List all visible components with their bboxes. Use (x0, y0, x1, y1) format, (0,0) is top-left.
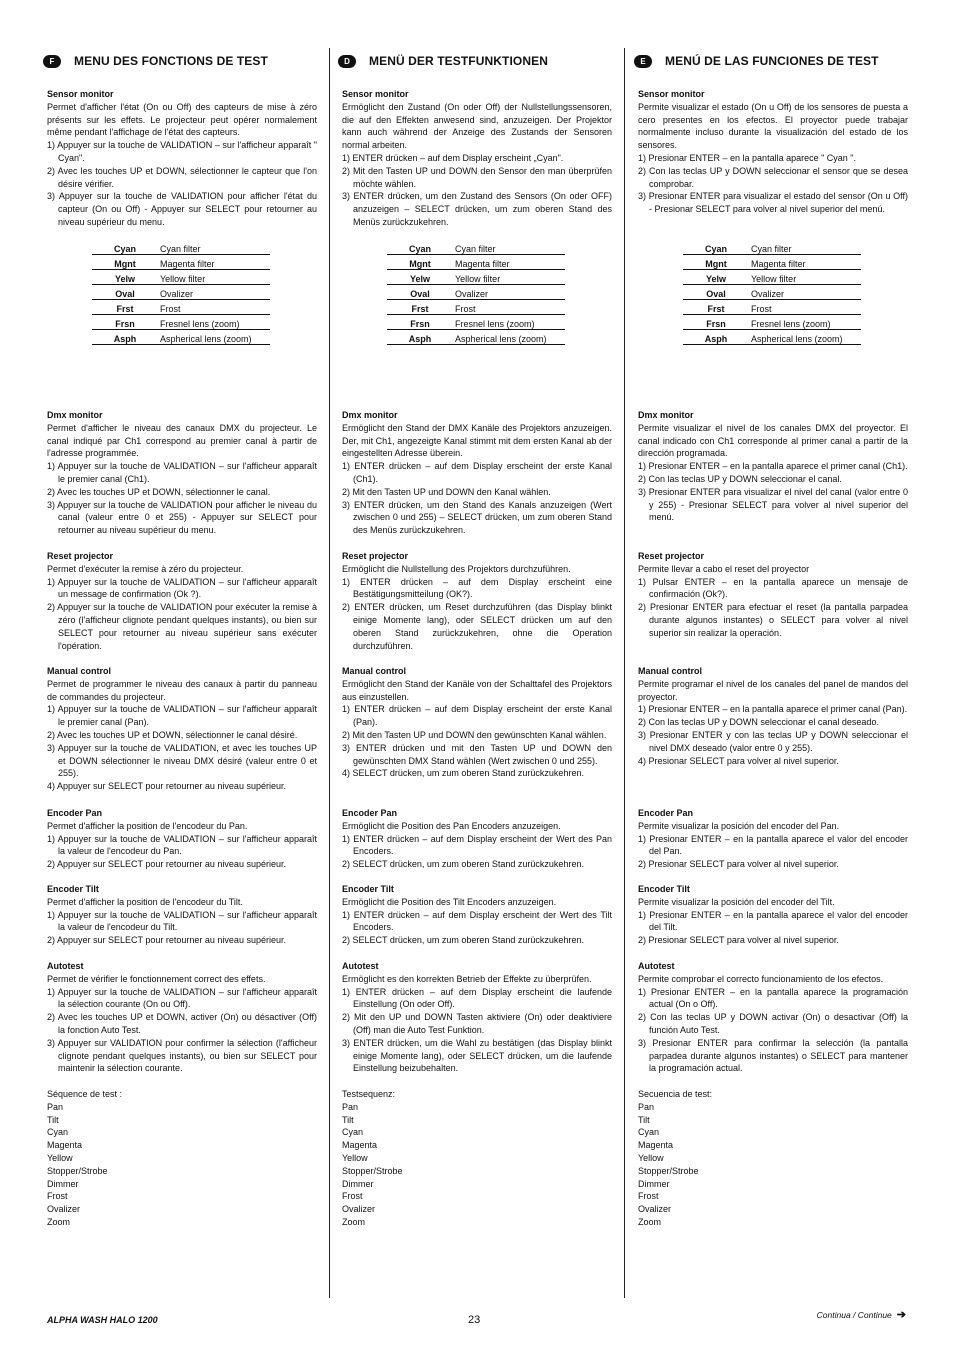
table-row (387, 270, 565, 285)
sensor-code-table (683, 240, 861, 345)
sequence-item: Ovalizer (638, 1204, 672, 1215)
code-description: Fresnel lens (zoom) (749, 315, 861, 330)
section-heading: Manual control (342, 666, 407, 676)
step-item: 3) Presionar ENTER para visualizar el estado del sensor (On u Off) - Presionar SELECT para volver al nivel superior del menú. (638, 191, 908, 215)
step-item: 1) Appuyer sur la touche de VALIDATION – sur l'afficheur apparaît " Cyan". (47, 140, 317, 163)
table-row (683, 300, 861, 315)
step-item: 3) Appuyer sur la touche de VALIDATION, et avec les touches UP et DOWN sélectionner le niveau DMX désiré (valeur entre 0 et 255). (47, 742, 317, 779)
sequence-item: Tilt (342, 1114, 354, 1125)
section-heading: Encoder Tilt (342, 884, 394, 894)
step-list (342, 703, 612, 780)
section-dmx (47, 409, 317, 537)
code-abbrev: Yelw (683, 270, 749, 285)
section-tilt (47, 883, 317, 947)
step-item: 2) Appuyer sur SELECT pour retourner au niveau supérieur. (47, 935, 286, 946)
section-heading: Dmx monitor (342, 410, 398, 420)
section-dmx (342, 409, 612, 537)
sensor-code-table (92, 240, 270, 345)
sequence-title: Séquence de test : (47, 1089, 123, 1099)
section-text: Permite programar el nivel de los canales del panel de mandos del proyector. (638, 678, 908, 702)
column-header (43, 50, 317, 72)
section-reset (342, 550, 612, 652)
section-text: Permite visualizar la posición del encoder del Pan. (638, 820, 840, 831)
step-list (342, 576, 612, 653)
section-heading: Encoder Pan (47, 808, 103, 818)
table-row (683, 255, 861, 270)
code-abbrev: Frst (683, 300, 749, 315)
code-abbrev: Frsn (683, 315, 749, 330)
sequence-item: Magenta (342, 1140, 378, 1151)
section-sensor (47, 88, 317, 229)
section-text: Ermöglicht den Stand der Kanäle von der Schalttafel des Projektors aus einzustellen. (342, 678, 612, 702)
section-heading: Encoder Tilt (47, 884, 99, 894)
step-item: 2) Presionar SELECT para volver al nivel superior. (638, 935, 839, 946)
step-item: 1) Appuyer sur la touche de VALIDATION – sur l'afficheur apparaît la valeur de l'encodeur du Tilt. (47, 909, 317, 933)
code-description: Magenta filter (453, 255, 565, 270)
step-item: 2) Mit den Tasten UP und DOWN den Kanal wählen. (342, 486, 551, 497)
step-list (638, 703, 908, 767)
sequence-item: Ovalizer (342, 1204, 376, 1215)
sequence-item: Zoom (342, 1216, 366, 1227)
sequence-item: Zoom (47, 1216, 71, 1227)
step-item: 2) Appuyer sur SELECT pour retourner au niveau supérieur. (47, 859, 286, 870)
code-abbrev: Frsn (387, 315, 453, 330)
continue-note (817, 1308, 906, 1321)
step-item: 3) ENTER drücken, um den Zustand des Sensors (On oder OFF) anzuzeigen – SELECT drücken, um zum oberen Stand des Menüs zurückzukehren. (342, 191, 612, 227)
code-description: Magenta filter (158, 255, 270, 270)
code-abbrev: Oval (683, 285, 749, 300)
step-item: 1) Presionar ENTER – en la pantalla aparece la programación actual (On o Off). (638, 986, 908, 1010)
column-1 (47, 50, 317, 1227)
section-autotest (638, 960, 908, 1075)
code-description: Frost (453, 300, 565, 315)
code-abbrev: Oval (92, 285, 158, 300)
step-item: 1) Appuyer sur la touche de VALIDATION – sur l'afficheur apparaît la sélection courante (On ou Off). (47, 986, 317, 1010)
table-row (387, 300, 565, 315)
step-item: 3) Appuyer sur la touche de VALIDATION pour afficher l'état du capteur (On ou Off) - Appuyer sur SELECT pour retourner au niveau supérieur du menu. (47, 191, 317, 227)
sequence-item: Yellow (638, 1152, 664, 1163)
step-list (638, 986, 908, 1076)
step-list (638, 833, 908, 871)
code-description: Yellow filter (749, 270, 861, 285)
section-tilt (638, 883, 908, 947)
section-tilt (342, 883, 612, 947)
section-text: Ermöglicht die Nullstellung des Projektors durchzuführen. (342, 563, 571, 574)
code-abbrev: Asph (683, 330, 749, 345)
code-abbrev: Yelw (92, 270, 158, 285)
continue-label: Continua / Continue (816, 1309, 892, 1320)
step-item: 2) SELECT drücken, um zum oberen Stand zurückzukehren. (342, 859, 584, 870)
code-abbrev: Frst (92, 300, 158, 315)
step-item: 2) Presionar SELECT para volver al nivel superior. (638, 859, 839, 870)
step-item: 2) Con las teclas UP y DOWN activar (On) o desactivar (Off) la función Auto Test. (638, 1012, 908, 1035)
section-heading: Manual control (47, 666, 112, 676)
sequence-item: Stopper/Strobe (342, 1165, 403, 1176)
section-heading: Sensor monitor (342, 89, 409, 99)
step-item: 2) Avec les touches UP et DOWN, sélectionner le canal désiré. (47, 729, 298, 740)
section-text: Permite visualizar la posición del encoder del Tilt. (638, 896, 835, 907)
section-autotest (47, 960, 317, 1075)
section-heading: Reset projector (47, 551, 114, 561)
step-list (342, 909, 612, 947)
step-item: 1) Presionar ENTER – en la pantalla aparece el valor del encoder del Tilt. (638, 909, 908, 933)
table-row (387, 255, 565, 270)
section-heading: Encoder Pan (638, 808, 694, 818)
step-item: 2) Mit den Tasten UP und DOWN den Sensor den man überprüfen möchte wählen. (342, 165, 612, 189)
step-list (342, 152, 612, 229)
section-heading: Reset projector (638, 551, 705, 561)
section-text: Ermöglicht die Position des Tilt Encoders anzuzeigen. (342, 896, 557, 907)
section-text: Ermöglicht den Stand der DMX Kanäle des Projektors anzuzeigen. Der, mit Ch1, angezeigte Kanal stimmt mit dem ersten Kanal ab der eingestellten Adresse überein. (342, 422, 612, 459)
column-divider-2 (624, 48, 625, 1298)
section-heading: Dmx monitor (638, 410, 694, 420)
code-abbrev: Mgnt (387, 255, 453, 270)
code-abbrev: Asph (92, 330, 158, 345)
column-divider-1 (329, 48, 330, 1298)
table-row (683, 285, 861, 300)
section-text: Permet de programmer le niveau des canaux à partir du panneau de commandes du projecteur. (47, 678, 317, 702)
code-abbrev: Cyan (683, 240, 749, 255)
step-item: 3) ENTER drücken, um den Stand des Kanals anzuzeigen (Wert zwischen 0 und 255) – SELECT drücken, um zum oberen Stand des Menüs zurückzukehren. (342, 499, 612, 536)
code-abbrev: Frsn (92, 315, 158, 330)
sequence-item: Magenta (47, 1140, 83, 1151)
step-item: 1) ENTER drücken – auf dem Display erscheint „Cyan". (342, 152, 564, 163)
table-row (92, 285, 270, 300)
section-reset (47, 550, 317, 652)
section-text: Permet d'exécuter la remise à zéro du projecteur. (47, 563, 244, 574)
step-list (47, 139, 317, 229)
section-heading: Autotest (47, 961, 84, 971)
sequence-title: Secuencia de test: (638, 1089, 713, 1099)
step-item: 1) Appuyer sur la touche de VALIDATION – sur l'afficheur apparaît un message de confirmation (Ok ?). (47, 576, 317, 600)
test-sequence (638, 1088, 908, 1229)
section-reset (638, 550, 908, 640)
step-item: 1) ENTER drücken – auf dem Display erscheint der Wert des Pan Encoders. (342, 833, 612, 857)
code-description: Frost (158, 300, 270, 315)
code-abbrev: Cyan (92, 240, 158, 255)
step-list (638, 576, 908, 640)
sequence-item: Cyan (638, 1127, 660, 1138)
table-row (92, 315, 270, 330)
code-description: Magenta filter (749, 255, 861, 270)
sequence-item: Frost (47, 1191, 68, 1202)
sequence-item: Dimmer (342, 1178, 374, 1189)
column-3 (638, 50, 908, 1227)
sequence-item: Cyan (342, 1127, 364, 1138)
step-list (47, 833, 317, 871)
section-heading: Sensor monitor (638, 89, 705, 99)
table-row (683, 240, 861, 255)
section-pan (342, 807, 612, 871)
step-item: 2) Mit den Tasten UP und DOWN den gewünschten Kanal wählen. (342, 729, 607, 740)
section-heading: Autotest (342, 961, 379, 971)
section-text: Ermöglicht es den korrekten Betrieb der Effekte zu überprüfen. (342, 973, 592, 984)
section-text: Permet d'afficher l'état (On ou Off) des capteurs de mise à zéro présents sur les effets. Le projecteur peut opérer normalement même pendant l'affichage de l'état des capteurs. (47, 101, 317, 138)
step-list (342, 986, 612, 1076)
sequence-item: Tilt (47, 1114, 59, 1125)
sequence-item: Yellow (342, 1152, 368, 1163)
step-item: 3) Appuyer sur VALIDATION pour confirmer la sélection (l'afficheur clignote pendant quelques instants), ou bien sur SELECT pour maintenir la sélection courante. (47, 1037, 317, 1074)
table-row (92, 300, 270, 315)
step-item: 1) ENTER drücken – auf dem Display erscheint eine Bestätigungsmitteilung (OK?). (342, 576, 612, 600)
arrow-right-icon: ➔ (896, 1309, 906, 1321)
section-heading: Dmx monitor (47, 410, 103, 420)
sequence-item: Dimmer (47, 1178, 79, 1189)
step-list (342, 460, 612, 537)
step-item: 1) Presionar ENTER – en la pantalla aparece el valor del encoder del Pan. (638, 833, 908, 857)
code-abbrev: Mgnt (683, 255, 749, 270)
section-text: Permet d'afficher le niveau des canaux DMX du projecteur. Le canal indiqué par Ch1 correspond au premier canal à partir de l'adresse programmée. (47, 422, 317, 459)
step-item: 4) SELECT drücken, um zum oberen Stand zurückzukehren. (342, 768, 584, 779)
code-description: Aspherical lens (zoom) (453, 330, 565, 345)
code-abbrev: Mgnt (92, 255, 158, 270)
code-description: Ovalizer (749, 285, 861, 300)
column-header (338, 50, 612, 72)
section-sensor (638, 88, 908, 216)
section-pan (47, 807, 317, 871)
section-heading: Reset projector (342, 551, 409, 561)
sequence-item: Magenta (638, 1140, 674, 1151)
section-text: Permite visualizar el estado (On u Off) de los sensores de puesta a cero presentes en los efectos. El proyector puede trabajar normalmente incluso durante la visualización del estado de los sensores. (638, 101, 908, 151)
step-item: 3) Appuyer sur la touche de VALIDATION pour afficher le niveau du canal (valeur entre 0 et 255) - Appuyer sur SELECT pour retourner au niveau supérieur du menu. (47, 499, 317, 536)
step-item: 2) Con las teclas UP y DOWN seleccionar el sensor que se desea comprobar. (638, 165, 908, 189)
step-item: 2) Con las teclas UP y DOWN seleccionar el canal deseado. (638, 717, 879, 728)
table-row (387, 330, 565, 345)
table-row (92, 270, 270, 285)
step-item: 1) ENTER drücken – auf dem Display erscheint die laufende Einstellung (On oder Off). (342, 986, 612, 1010)
section-text: Permite visualizar el nivel de los canales DMX del proyector. El canal indicado con Ch1 corresponde al primer canal a partir de la dirección programada. (638, 422, 908, 459)
code-description: Yellow filter (453, 270, 565, 285)
code-description: Aspherical lens (zoom) (158, 330, 270, 345)
sequence-item: Frost (638, 1191, 659, 1202)
sequence-item: Pan (638, 1101, 655, 1112)
sequence-item: Stopper/Strobe (638, 1165, 699, 1176)
section-heading: Manual control (638, 666, 703, 676)
step-item: 1) Presionar ENTER – en la pantalla aparece el primer canal (Ch1). (638, 461, 908, 472)
code-description: Ovalizer (158, 285, 270, 300)
section-heading: Encoder Pan (342, 808, 398, 818)
section-text: Permet de vérifier le fonctionnement correct des effets. (47, 973, 266, 984)
step-item: 4) Presionar SELECT para volver al nivel superior. (638, 755, 839, 766)
code-description: Aspherical lens (zoom) (749, 330, 861, 345)
step-item: 2) Avec les touches UP et DOWN, sélectionner le capteur que l'on désire vérifier. (47, 165, 317, 189)
table-row (387, 285, 565, 300)
code-description: Frost (749, 300, 861, 315)
table-row (92, 330, 270, 345)
table-row (683, 330, 861, 345)
code-description: Fresnel lens (zoom) (158, 315, 270, 330)
code-description: Ovalizer (453, 285, 565, 300)
step-list (47, 909, 317, 947)
section-text: Permet d'afficher la position de l'encodeur du Tilt. (47, 896, 243, 907)
code-description: Cyan filter (158, 240, 270, 255)
sequence-item: Dimmer (638, 1178, 670, 1189)
table-row (92, 255, 270, 270)
step-item: 1) Pulsar ENTER – en la pantalla aparece un mensaje de confirmación (Ok?). (638, 576, 908, 600)
table-row (387, 240, 565, 255)
language-badge: F (43, 55, 61, 68)
column-header (634, 50, 908, 72)
code-abbrev: Yelw (387, 270, 453, 285)
section-sensor (342, 88, 612, 229)
step-item: 1) Appuyer sur la touche de VALIDATION – sur l'afficheur apparaît la valeur de l'encodeur du Pan. (47, 833, 317, 857)
step-list (638, 152, 908, 216)
code-description: Cyan filter (749, 240, 861, 255)
section-text: Ermöglicht den Zustand (On oder Off) der Nullstellungssensoren, die auf den Effekten anwesend sind, anzuzeigen. Der Projektor kann auch während der Anzeige des Zustands der Sensoren normal arbeiten. (342, 101, 612, 151)
step-item: 2) Appuyer sur la touche de VALIDATION pour exécuter la remise à zéro (l'afficheur clignote pendant quelques instants), ou bien sur SELECT pour retourner au niveau supérieur sans exécuter l'opération. (47, 602, 317, 651)
footer-model-name: ALPHA WASH HALO 1200 (47, 1315, 158, 1325)
step-item: 1) Presionar ENTER – en la pantalla aparece el primer canal (Pan). (638, 704, 908, 715)
step-list (47, 986, 317, 1076)
step-item: 3) ENTER drücken, um die Wahl zu bestätigen (das Display blinkt einige Momente lang), oder SELECT drücken, um die laufende Einstellung beizubehalten. (342, 1037, 612, 1074)
section-title: MENÜ DER TESTFUNKTIONEN (369, 54, 548, 68)
section-text: Permite llevar a cabo el reset del proyector (638, 563, 810, 574)
code-description: Cyan filter (453, 240, 565, 255)
step-item: 2) Presionar ENTER para efectuar el reset (la pantalla parpadea durante algunos instantes) o SELECT para volver al nivel superior sin realizar la operación. (638, 602, 908, 638)
code-abbrev: Asph (387, 330, 453, 345)
code-abbrev: Frst (387, 300, 453, 315)
sequence-item: Frost (342, 1191, 363, 1202)
table-row (683, 315, 861, 330)
section-dmx (638, 409, 908, 524)
step-item: 3) ENTER drücken und mit den Tasten UP und DOWN den gewünschten DMX Stand wählen (Wert zwischen 0 und 255). (342, 742, 612, 766)
code-abbrev: Oval (387, 285, 453, 300)
table-row (387, 315, 565, 330)
step-item: 3) Presionar ENTER y con las teclas UP y DOWN seleccionar el nivel DMX deseado (valor entre 0 y 255). (638, 729, 908, 753)
language-badge: E (634, 55, 652, 68)
section-heading: Sensor monitor (47, 89, 114, 99)
section-pan (638, 807, 908, 871)
step-item: 1) ENTER drücken – auf dem Display erscheint der erste Kanal (Ch1). (342, 461, 612, 484)
step-item: 2) Mit den UP und DOWN Tasten aktiviere (On) oder deaktiviere (Off) man die Auto Test Funktion. (342, 1012, 612, 1035)
sequence-item: Yellow (47, 1152, 73, 1163)
code-description: Fresnel lens (zoom) (453, 315, 565, 330)
step-item: 2) Avec les touches UP et DOWN, activer (On) ou désactiver (Off) la fonction Auto Test. (47, 1012, 317, 1035)
step-list (47, 703, 317, 793)
step-item: 2) Con las teclas UP y DOWN seleccionar el canal. (638, 473, 842, 484)
code-abbrev: Cyan (387, 240, 453, 255)
step-item: 3) Presionar ENTER para confirmar la selección (la pantalla parpadea durante algunos instantes) o SELECT para mantener la programación actual. (638, 1037, 908, 1074)
table-row (683, 270, 861, 285)
sequence-item: Pan (342, 1101, 359, 1112)
step-item: 1) ENTER drücken – auf dem Display erscheint der erste Kanal (Pan). (342, 704, 612, 728)
sequence-item: Zoom (638, 1216, 662, 1227)
step-list (342, 833, 612, 871)
step-item: 1) Appuyer sur la touche de VALIDATION – sur l'afficheur apparaît le premier canal (Pan). (47, 704, 317, 728)
section-title: MENU DES FONCTIONS DE TEST (74, 54, 268, 68)
code-description: Yellow filter (158, 270, 270, 285)
language-badge: D (338, 55, 356, 68)
step-list (47, 460, 317, 537)
test-sequence (342, 1088, 612, 1229)
section-text: Permite comprobar el correcto funcionamiento de los efectos. (638, 973, 884, 984)
section-autotest (342, 960, 612, 1075)
section-title: MENÚ DE LAS FUNCIONES DE TEST (665, 54, 879, 68)
page-number: 23 (468, 1314, 481, 1326)
step-list (638, 909, 908, 947)
section-manual (342, 665, 612, 780)
sequence-item: Pan (47, 1101, 64, 1112)
step-item: 4) Appuyer sur SELECT pour retourner au niveau supérieur. (47, 781, 286, 792)
test-sequence (47, 1088, 317, 1229)
step-list (638, 460, 908, 524)
section-manual (47, 665, 317, 793)
column-2 (342, 50, 612, 1227)
section-manual (638, 665, 908, 767)
sequence-item: Tilt (638, 1114, 650, 1125)
step-list (47, 576, 317, 653)
section-text: Permet d'afficher la position de l'encodeur du Pan. (47, 820, 248, 831)
section-heading: Encoder Tilt (638, 884, 690, 894)
step-item: 1) ENTER drücken – auf dem Display erscheint der Wert des Tilt Encoders. (342, 909, 612, 933)
sensor-code-table (387, 240, 565, 345)
sequence-item: Stopper/Strobe (47, 1165, 108, 1176)
section-text: Ermöglicht die Position des Pan Encoders anzuzeigen. (342, 820, 561, 831)
sequence-title: Testsequenz: (342, 1089, 396, 1099)
step-item: 2) SELECT drücken, um zum oberen Stand zurückzukehren. (342, 935, 584, 946)
step-item: 1) Appuyer sur la touche de VALIDATION – sur l'afficheur apparaît le premier canal (Ch1). (47, 461, 317, 484)
step-item: 1) Presionar ENTER – en la pantalla aparece " Cyan ". (638, 152, 856, 163)
step-item: 3) Presionar ENTER para visualizar el nivel del canal (valor entre 0 y 255) - Presionar SELECT para volver al nivel superior del menú. (638, 486, 908, 523)
table-row (92, 240, 270, 255)
step-item: 2) Avec les touches UP et DOWN, sélectionner le canal. (47, 486, 271, 497)
section-heading: Autotest (638, 961, 675, 971)
step-item: 2) ENTER drücken, um Reset durchzuführen (das Display blinkt einige Momente lang), oder SELECT drücken um auf den oberen Stand zurückzukehren, ohne die Operation durchzuführen. (342, 602, 612, 651)
sequence-item: Ovalizer (47, 1204, 81, 1215)
sequence-item: Cyan (47, 1127, 69, 1138)
